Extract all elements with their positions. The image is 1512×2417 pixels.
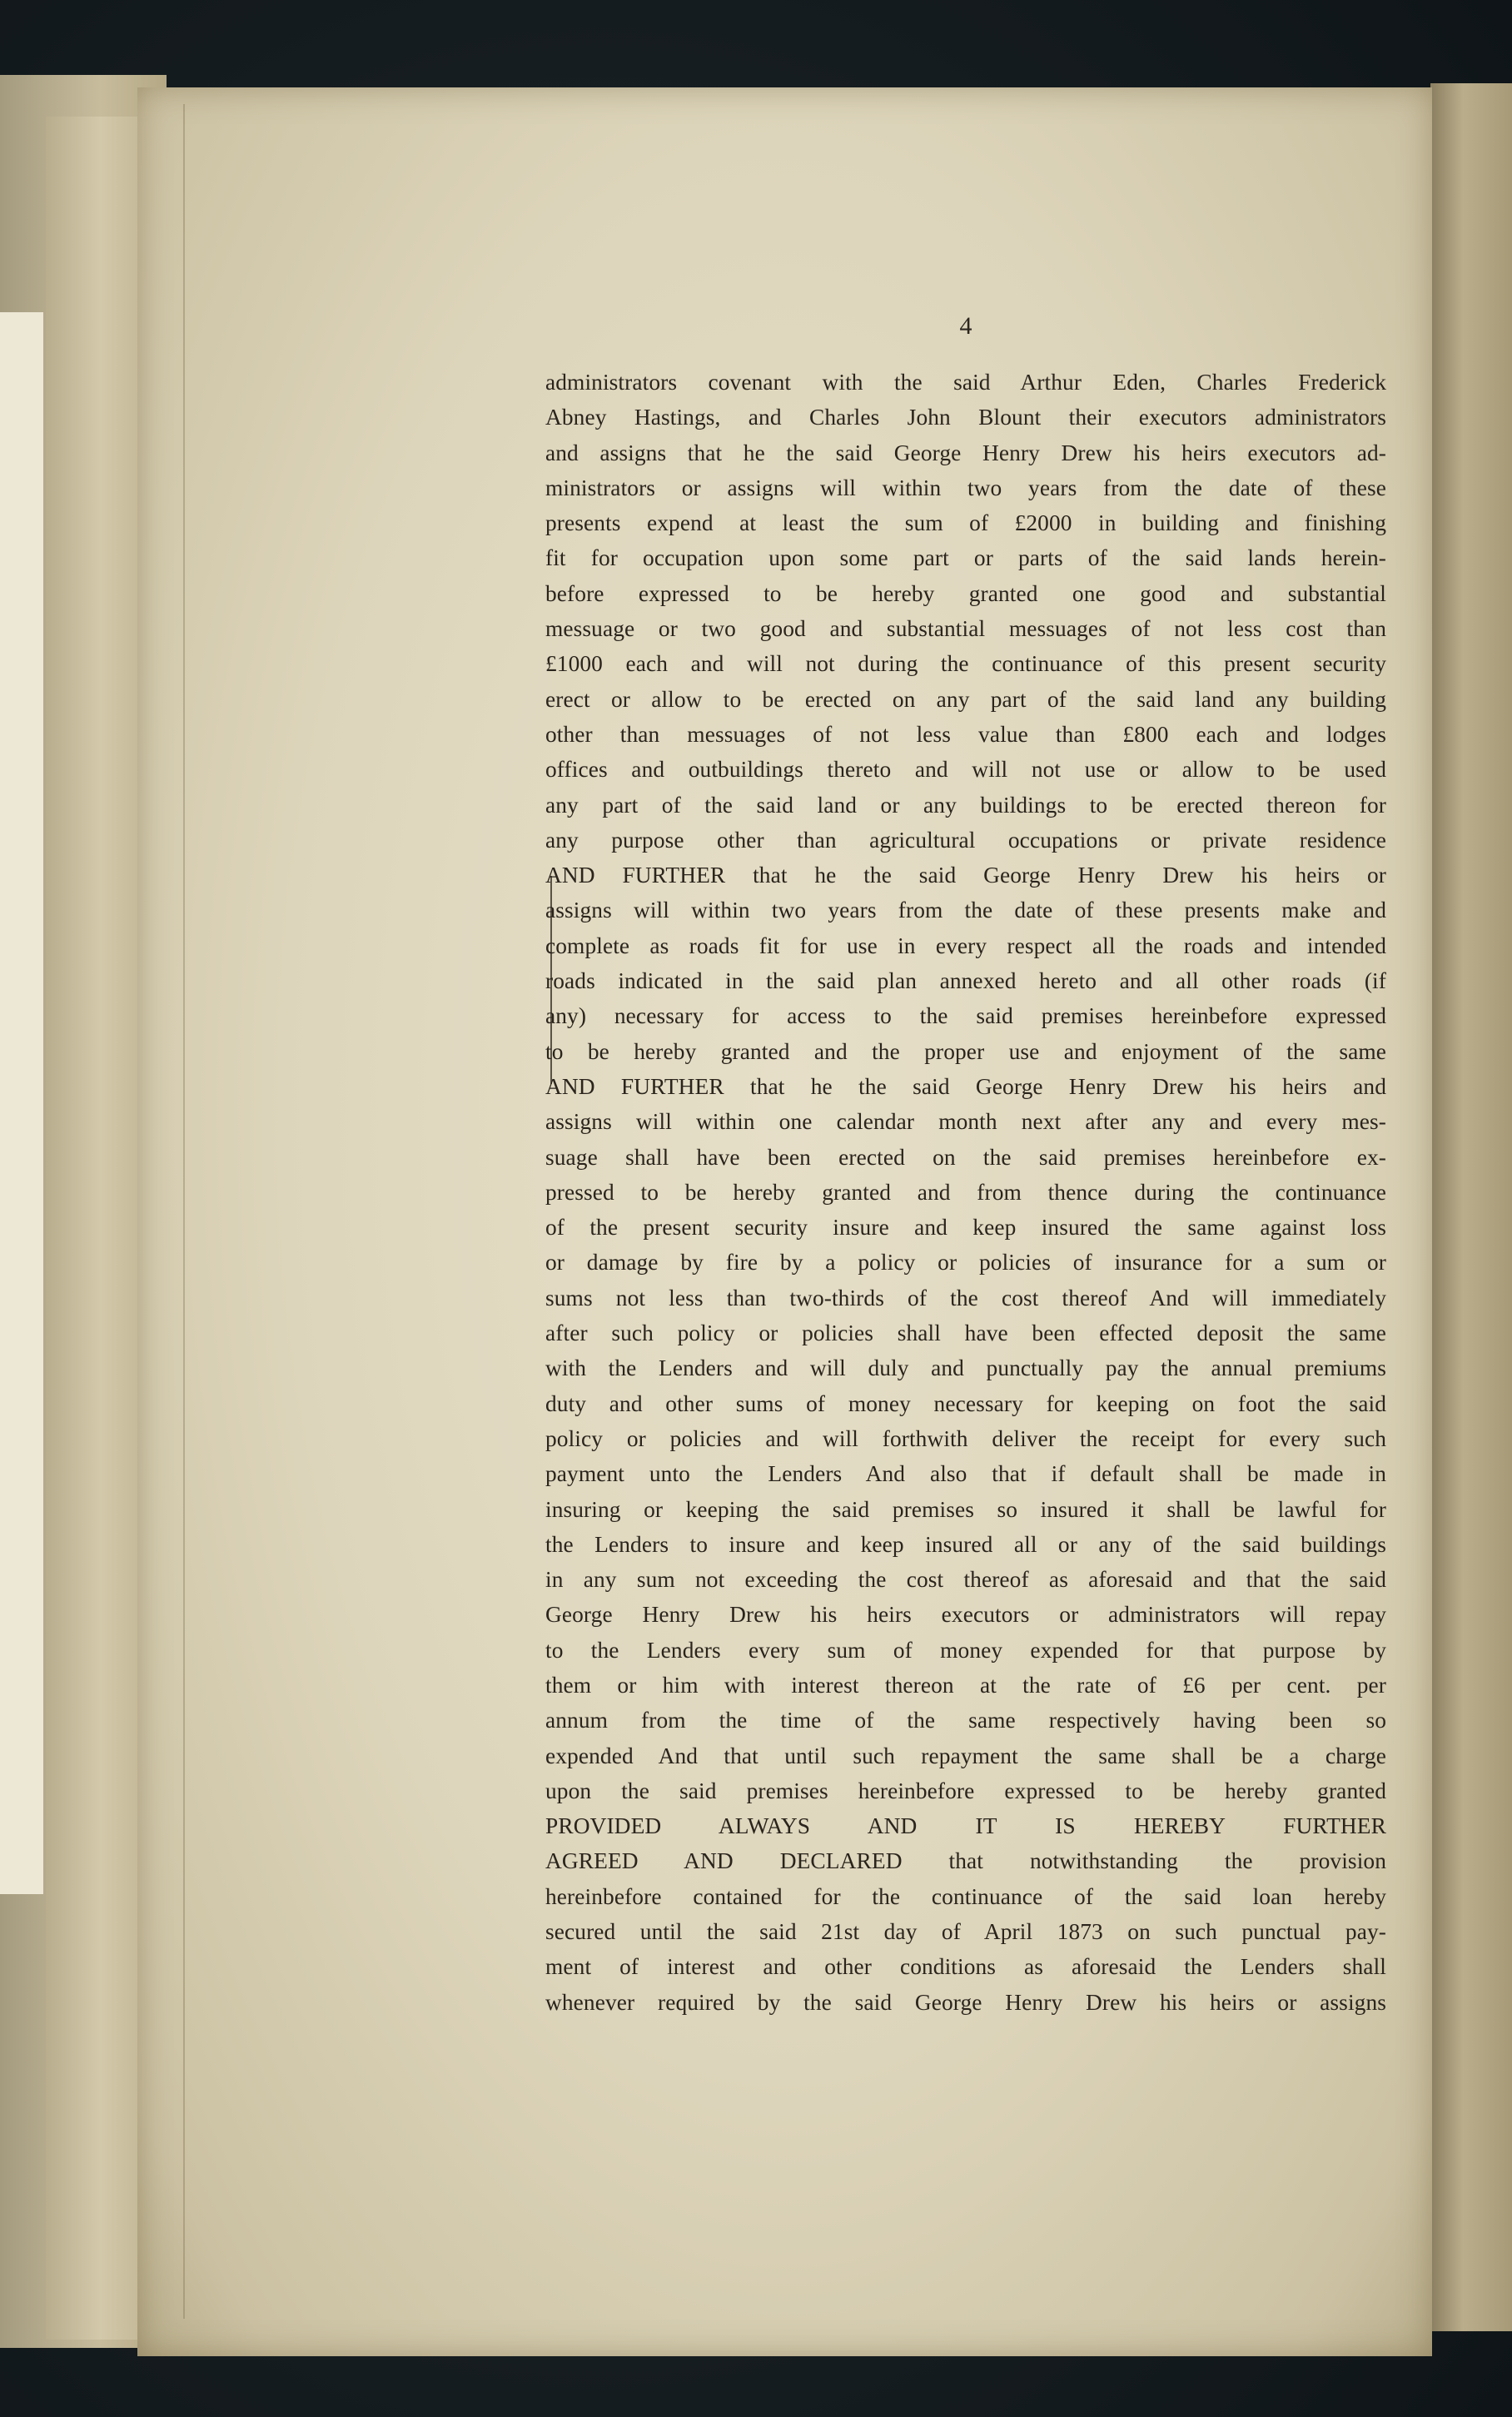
text-line: before expressed to be hereby granted one good and substantial bbox=[545, 580, 1386, 606]
text-line: secured until the said 21st day of April 1873 on such punctual pay- bbox=[545, 1919, 1386, 1945]
text-line: any part of the said land or any buildings to be erected thereon for bbox=[545, 792, 1386, 818]
text-line: AND FURTHER that he the said George Henry Drew his heirs and bbox=[545, 1073, 1386, 1099]
text-line: in any sum not exceeding the cost thereof as aforesaid and that the said bbox=[545, 1567, 1386, 1593]
text-line: annum from the time of the same respectively having been so bbox=[545, 1708, 1386, 1733]
text-line: complete as roads fit for use in every respect all the roads and intended bbox=[545, 932, 1386, 958]
text-line: fit for occupation upon some part or parts of the said lands herein- bbox=[545, 545, 1386, 571]
text-line: expended And that until such repayment the same shall be a charge bbox=[545, 1743, 1386, 1768]
adjacent-page-edge bbox=[1430, 83, 1512, 2331]
text-line: assigns will within one calendar month next after any and every mes- bbox=[545, 1109, 1386, 1135]
text-line: payment unto the Lenders And also that if default shall be made in bbox=[545, 1461, 1386, 1487]
text-line: of the present security insure and keep insured the same against loss bbox=[545, 1215, 1386, 1241]
text-line: PROVIDED ALWAYS AND IT IS HEREBY FURTHER bbox=[545, 1813, 1386, 1839]
text-line: whenever required by the said George Henry Drew his heirs or assigns bbox=[545, 1989, 1386, 2015]
text-line: other than messuages of not less value than £800 each and lodges bbox=[545, 721, 1386, 747]
text-line: the Lenders to insure and keep insured all or any of the said buildings bbox=[545, 1531, 1386, 1557]
text-line: any purpose other than agricultural occupations or private residence bbox=[545, 827, 1386, 853]
body-text bbox=[545, 365, 1386, 2020]
text-line: any) necessary for access to the said premises hereinbefore expressed bbox=[545, 1003, 1386, 1029]
text-line: to be hereby granted and the proper use and enjoyment of the same bbox=[545, 1038, 1386, 1064]
text-line: roads indicated in the said plan annexed hereto and all other roads (if bbox=[545, 968, 1386, 994]
page-number: 4 bbox=[959, 312, 972, 340]
inserted-sheet-edge bbox=[0, 312, 43, 1894]
text-line: or damage by fire by a policy or policies of insurance for a sum or bbox=[545, 1250, 1386, 1276]
text-line: to the Lenders every sum of money expended for that purpose by bbox=[545, 1637, 1386, 1663]
text-line: ministrators or assigns will within two years from the date of these bbox=[545, 475, 1386, 500]
text-line: presents expend at least the sum of £2000 in building and finishing bbox=[545, 510, 1386, 536]
text-line: suage shall have been erected on the said premises hereinbefore ex- bbox=[545, 1144, 1386, 1170]
text-line: after such policy or policies shall have been effected deposit the same bbox=[545, 1320, 1386, 1346]
text-line: ment of interest and other conditions as aforesaid the Lenders shall bbox=[545, 1954, 1386, 1980]
text-line: them or him with interest thereon at the rate of £6 per cent. per bbox=[545, 1672, 1386, 1698]
text-line: sums not less than two-thirds of the cost thereof And will immediately bbox=[545, 1285, 1386, 1310]
text-line: offices and outbuildings thereto and will not use or allow to be used bbox=[545, 757, 1386, 783]
text-line: assigns will within two years from the date of these presents make and bbox=[545, 898, 1386, 923]
text-line: AND FURTHER that he the said George Henry Drew his heirs or bbox=[545, 863, 1386, 888]
text-line: Abney Hastings, and Charles John Blount their executors administrators bbox=[545, 405, 1386, 430]
text-line: policy or policies and will forthwith deliver the receipt for every such bbox=[545, 1425, 1386, 1451]
text-line: and assigns that he the said George Henry Drew his heirs executors ad- bbox=[545, 440, 1386, 465]
text-line: administrators covenant with the said Arthur Eden, Charles Frederick bbox=[545, 370, 1386, 395]
text-line: AGREED AND DECLARED that notwithstanding the provision bbox=[545, 1848, 1386, 1874]
text-line: George Henry Drew his heirs executors or administrators will repay bbox=[545, 1602, 1386, 1628]
text-line: duty and other sums of money necessary for keeping on foot the said bbox=[545, 1390, 1386, 1416]
text-line: insuring or keeping the said premises so insured it shall be lawful for bbox=[545, 1496, 1386, 1522]
text-line: messuage or two good and substantial messuages of not less cost than bbox=[545, 616, 1386, 642]
text-line: with the Lenders and will duly and punctually pay the annual premiums bbox=[545, 1355, 1386, 1381]
text-line: pressed to be hereby granted and from thence during the continuance bbox=[545, 1179, 1386, 1205]
text-line: upon the said premises hereinbefore expressed to be hereby granted bbox=[545, 1778, 1386, 1803]
text-line: erect or allow to be erected on any part of the said land any building bbox=[545, 686, 1386, 712]
text-line: hereinbefore contained for the continuance of the said loan hereby bbox=[545, 1883, 1386, 1909]
text-line: £1000 each and will not during the continuance of this present security bbox=[545, 651, 1386, 677]
